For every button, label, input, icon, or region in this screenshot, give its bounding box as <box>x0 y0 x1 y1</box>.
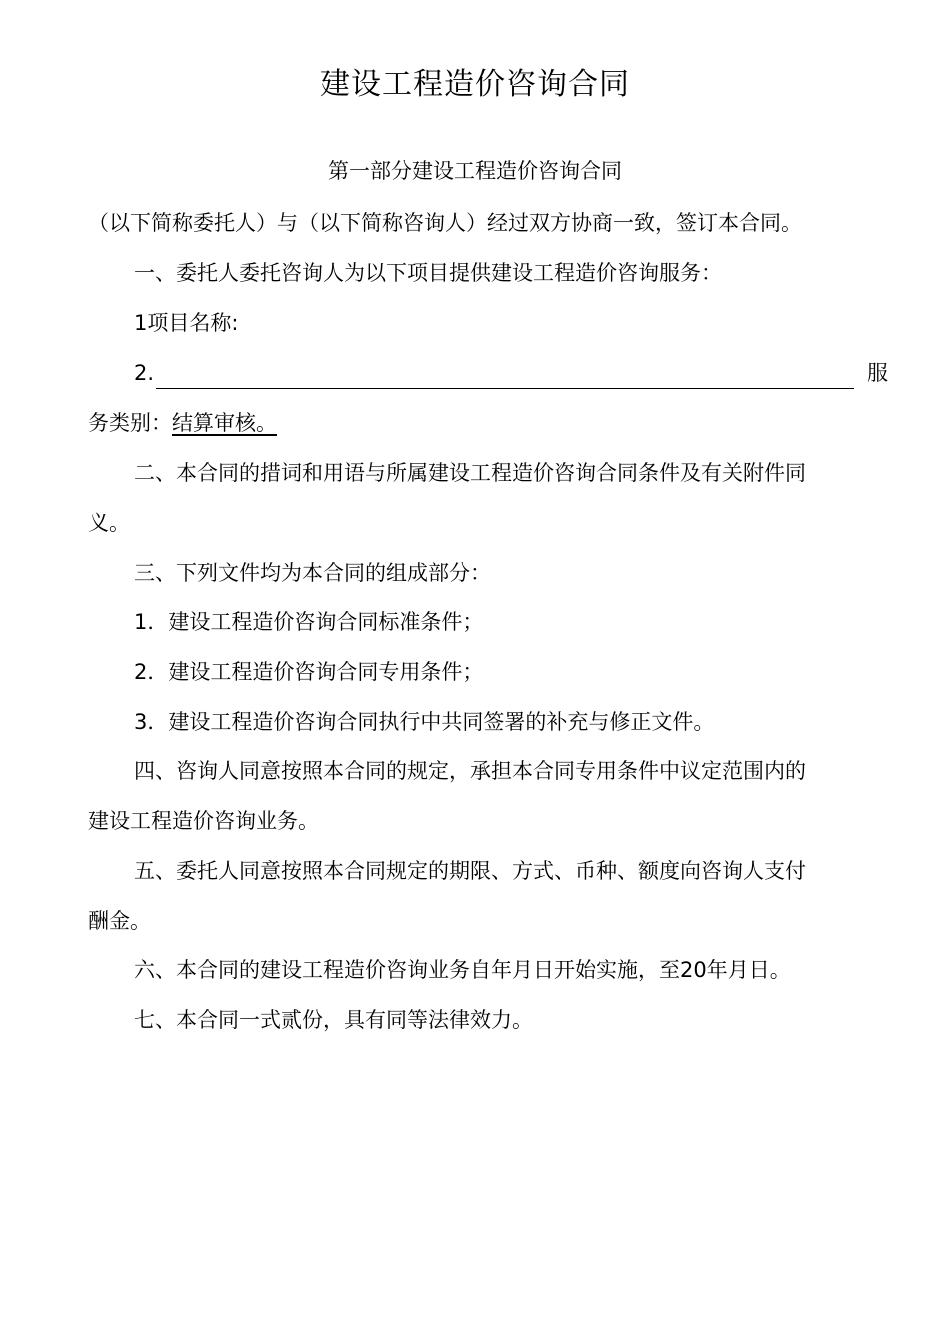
page-title: 建设工程造价咨询合同 <box>320 67 630 102</box>
clause-3: 三、下列文件均为本合同的组成部分： <box>134 561 491 585</box>
clause-1: 一、委托人委托咨询人为以下项目提供建设工程造价咨询服务： <box>134 261 722 285</box>
clause-5-line-2: 酬金。 <box>88 909 151 933</box>
clause-4-line-1: 四、咨询人同意按照本合同的规定，承担本合同专用条件中议定范围内的 <box>134 759 806 783</box>
clause-2-line-1: 二、本合同的措词和用语与所属建设工程造价咨询合同条件及有关附件同 <box>134 461 806 485</box>
document-item-1: 1．建设工程造价咨询合同标准条件； <box>134 610 484 634</box>
fill-in-blank-line <box>156 366 854 389</box>
item-2-prefix: 2. <box>134 361 155 385</box>
clause-4-line-2: 建设工程造价咨询业务。 <box>88 809 319 833</box>
clause-6: 六、本合同的建设工程造价咨询业务自年月日开始实施，至20年月日。 <box>134 958 791 982</box>
item-2-suffix: 服 <box>867 361 888 385</box>
item-2-row <box>134 357 888 389</box>
document-item-2: 2．建设工程造价咨询合同专用条件； <box>134 660 484 684</box>
clause-5-line-1: 五、委托人同意按照本合同规定的期限、方式、币种、额度向咨询人支付 <box>134 859 806 883</box>
section-subtitle: 第一部分建设工程造价咨询合同 <box>328 159 622 183</box>
service-type-label: 务类别： <box>88 411 172 435</box>
item-project-name: 1项目名称: <box>134 311 239 335</box>
clause-7: 七、本合同一式贰份，具有同等法律效力。 <box>134 1008 533 1032</box>
document-item-3: 3．建设工程造价咨询合同执行中共同签署的补充与修正文件。 <box>134 710 715 734</box>
intro-paragraph: （以下简称委托人）与（以下简称咨询人）经过双方协商一致，签订本合同。 <box>88 211 802 235</box>
service-type-row <box>88 407 888 439</box>
clause-2-line-2: 义。 <box>88 511 130 535</box>
service-type-value: 结算审核。 <box>172 411 277 435</box>
